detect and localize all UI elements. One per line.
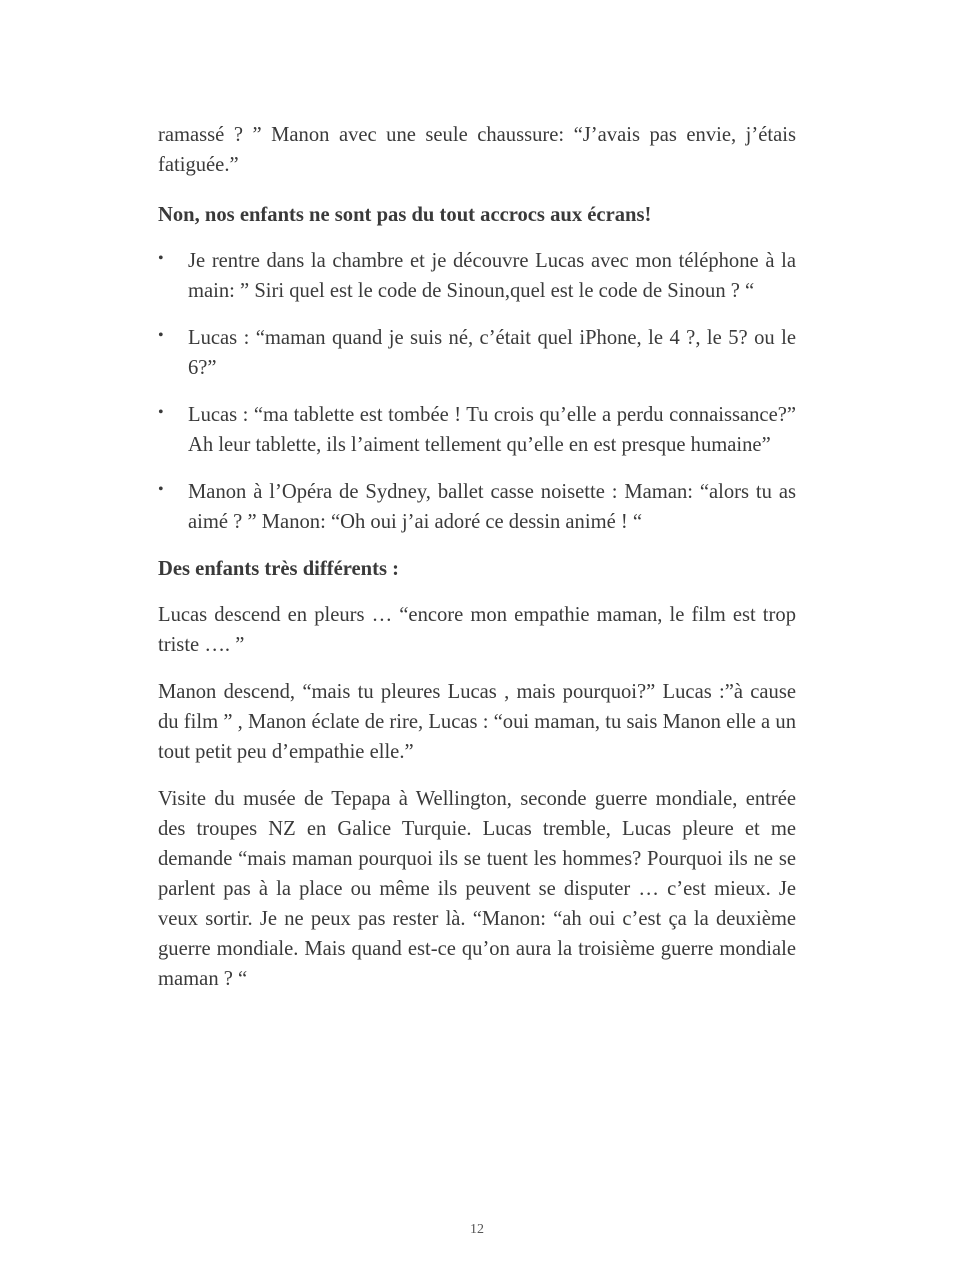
list-item [158,246,796,306]
section-heading-children: Des enfants très différents : [158,558,399,580]
intro-paragraph: ramassé ? ” Manon avec une seule chaussure: “J’avais pas envie, j’étais fatiguée.” [158,124,796,176]
bullet-icon: • [158,250,164,267]
paragraph-manon-laughs: Manon descend, “mais tu pleures Lucas , mais pourquoi?” Lucas :”à cause du film ” , Manon éclate de rire, Lucas : “oui maman, tu sais Manon elle a un tout petit peu d’empathie elle.” [158,681,796,763]
list-item [158,400,796,460]
list-item-text: Je rentre dans la chambre et je découvre Lucas avec mon téléphone à la main: ” Siri quel est le code de Sinoun,quel est le code de Sinoun ? “ [188,250,796,302]
list-item-text: Lucas : “maman quand je suis né, c’était quel iPhone, le 4 ?, le 5? ou le 6?” [188,327,796,379]
list-item [158,323,796,383]
list-item-text: Manon à l’Opéra de Sydney, ballet casse noisette : Maman: “alors tu as aimé ? ” Manon: “Oh oui j’ai adoré ce dessin animé ! “ [188,481,796,533]
bullet-icon: • [158,404,164,421]
bullet-list [158,246,796,537]
section-heading-screens: Non, nos enfants ne sont pas du tout accrocs aux écrans! [158,204,652,226]
list-item [158,477,796,537]
list-item-text: Lucas : “ma tablette est tombée ! Tu crois qu’elle a perdu connaissance?” Ah leur tablette, ils l’aiment tellement qu’elle en est presque humaine” [188,404,796,456]
paragraph-lucas-tears: Lucas descend en pleurs … “encore mon empathie maman, le film est trop triste …. ” [158,604,796,656]
bullet-icon: • [158,481,164,498]
page-content [158,120,796,1011]
bullet-icon: • [158,327,164,344]
page-number: 12 [470,1222,484,1237]
paragraph-museum-visit: Visite du musée de Tepapa à Wellington, seconde guerre mondiale, entrée des troupes NZ en Galice Turquie. Lucas tremble, Lucas pleure et me demande “mais maman pourquoi ils se tuent les hommes? Pourquoi ils ne se parlent pas à la place ou même ils peuvent se disputer … c’est mieux. Je veux sortir. Je ne peux pas rester là. “Manon: “ah oui c’est ça la deuxième guerre mondiale. Mais quand est-ce qu’on aura la troisième guerre mondiale maman ? “ [158,788,796,990]
